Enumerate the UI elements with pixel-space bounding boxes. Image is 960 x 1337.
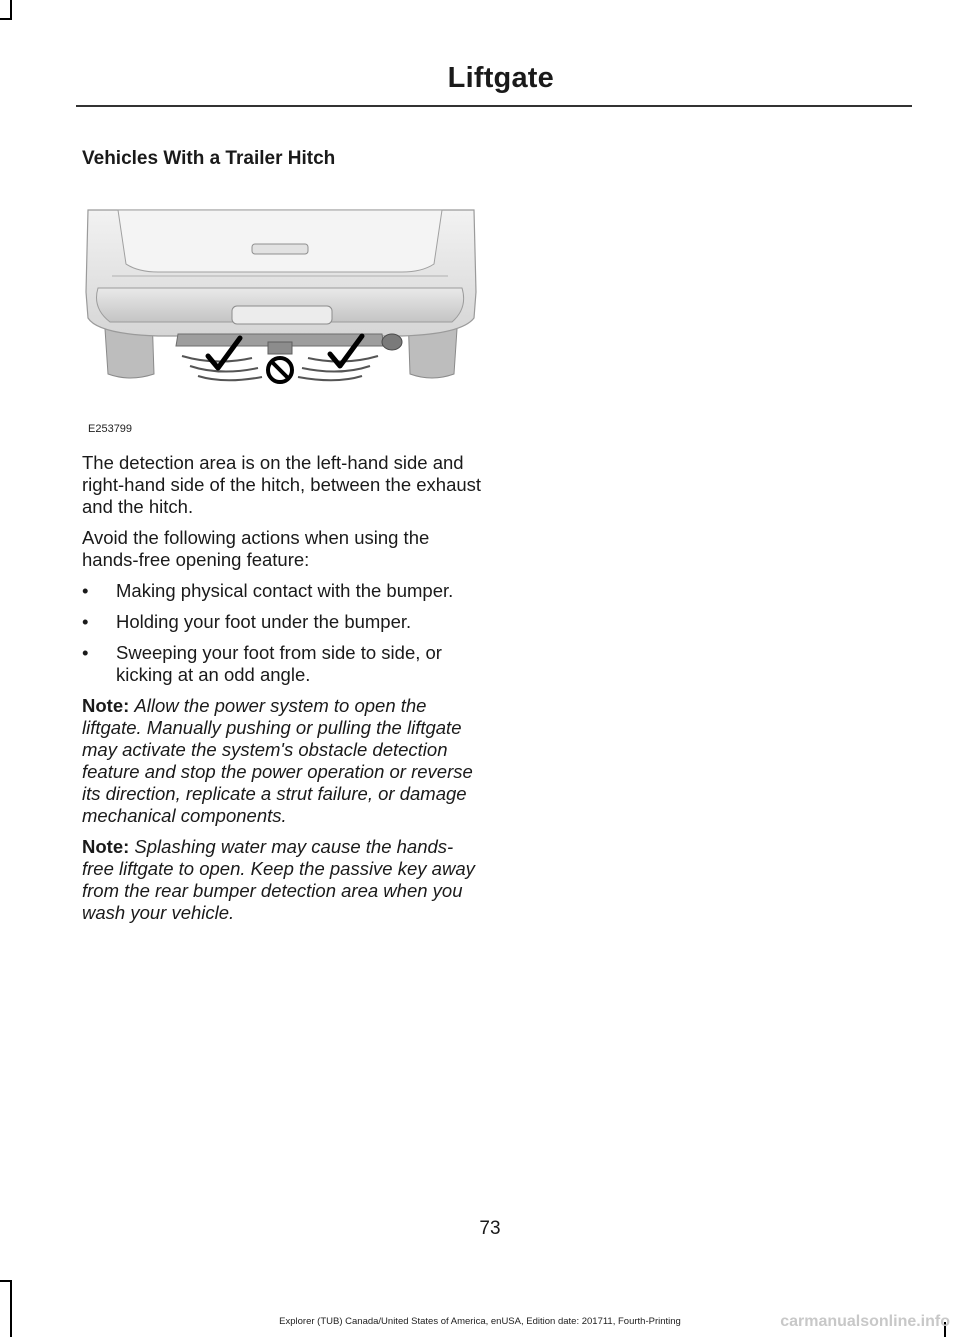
page-number: 73 [479,1218,501,1239]
list-item [82,642,482,686]
crop-mark-bottom-left-h [0,1280,12,1282]
section-title: Liftgate [447,62,554,94]
list-item [82,611,482,633]
list-item [82,580,482,602]
body-text-column [82,452,482,933]
subheading: Vehicles With a Trailer Hitch [82,148,336,169]
watermark: carmanualsonline.info [780,1313,950,1330]
paragraph-avoid-actions: Avoid the following actions when using the hands-free opening feature: [82,527,430,570]
note-text: Allow the power system to open the liftgate. Manually pushing or pulling the liftgate may activate the system's obstacle detection feature and stop the power operation or reverse its direction, replicate a strut failure, or damage mechanical components. [82,695,473,826]
note-power-system [82,695,482,827]
crop-mark-top-left-v [10,0,12,18]
crop-mark-top-left-h [0,18,12,20]
note-text: Splashing water may cause the hands-free liftgate to open. Keep the passive key away from the rear bumper detection area when you wash your vehicle. [82,836,475,923]
header-divider [76,105,912,107]
figure-id-label: E253799 [88,423,133,435]
vehicle-rear-drawing [82,196,478,386]
bullet-icon: • [82,580,89,601]
list-item-text: Sweeping your foot from side to side, or kicking at an odd angle. [116,642,442,685]
bullet-icon: • [82,642,89,663]
note-splashing-water [82,836,482,924]
list-item-text: Holding your foot under the bumper. [116,611,412,632]
bullet-icon: • [82,611,89,632]
edition-footer: Explorer (TUB) Canada/United States of America, enUSA, Edition date: 201711, Fourth-Printing [279,1316,681,1327]
paragraph-detection-area: The detection area is on the left-hand side and right-hand side of the hitch, between the exhaust and the hitch. [82,452,482,517]
crop-mark-bottom-left-v [10,1280,12,1337]
list-item-text: Making physical contact with the bumper. [116,580,454,601]
note-label: Note: [82,836,130,857]
bullet-list [82,580,482,686]
vehicle-rear-illustration [82,196,478,444]
note-label: Note: [82,695,130,716]
